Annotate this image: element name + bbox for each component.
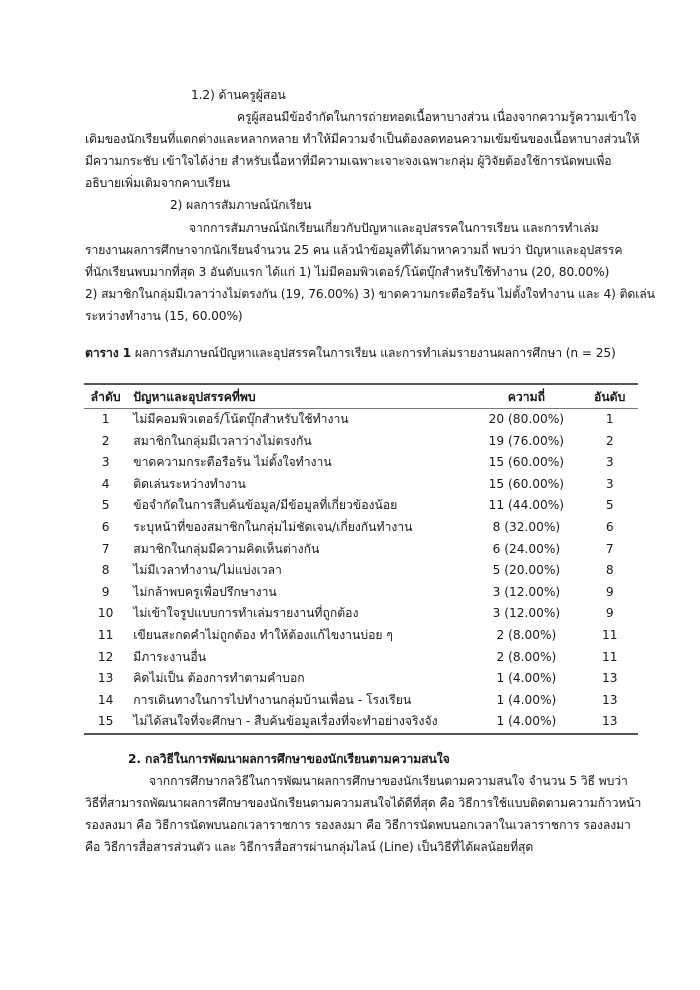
- row-issue: ไม่มีคอมพิวเตอร์/โน้ตบุ๊กสำหรับใช้ทำงาน: [133, 412, 349, 426]
- row-issue: การเดินทางในการไปทำงานกลุ่มบ้านเพื่อน - โรงเรียน: [133, 692, 412, 707]
- row-frequency: 11 (44.00%): [488, 498, 565, 513]
- table-row: [84, 517, 638, 539]
- row-frequency: 2 (8.00%): [496, 627, 557, 642]
- row-rank: 1: [605, 412, 614, 426]
- section-1-2-paragraph-line: อธิบายเพิ่มเติมจากคาบเรียน: [85, 176, 231, 190]
- row-rank: 11: [601, 649, 618, 664]
- row-frequency: 1 (4.00%): [471, 711, 581, 734]
- table-row: [84, 452, 638, 474]
- row-rank: 3: [605, 476, 614, 491]
- interview-heading: 2) ผลการสัมภาษณ์นักเรียน: [170, 198, 312, 212]
- table-row: [84, 690, 638, 712]
- header-issue: ปัญหาและอุปสรรคที่พบ: [127, 384, 471, 409]
- row-rank: 7: [605, 541, 614, 556]
- row-order: 8: [101, 563, 110, 578]
- row-frequency: 3 (12.00%): [492, 584, 561, 599]
- interview-paragraph-line: จากการสัมภาษณ์นักเรียนเกี่ยวกับปัญหาและอุปสรรคในการเรียน และการทำเล่ม: [189, 221, 599, 235]
- row-issue: คิดไม่เป็น ต้องการทำตามคำบอก: [133, 671, 305, 686]
- row-order: 14: [97, 692, 114, 707]
- row-order: 12: [97, 649, 114, 664]
- row-issue: สมาชิกในกลุ่มมีความคิดเห็นต่างกัน: [133, 541, 320, 556]
- row-rank: 8: [605, 563, 614, 578]
- row-issue: ระบุหน้าที่ของสมาชิกในกลุ่มไม่ชัดเจน/เกี่ยงกันทำงาน: [133, 519, 413, 534]
- row-rank: 2: [605, 433, 614, 448]
- row-order: 11: [97, 627, 114, 642]
- row-rank: 9: [605, 584, 614, 599]
- row-order: 3: [101, 455, 110, 470]
- strategies-paragraph-line: รองลงมา คือ วิธีการนัดพบนอกเวลาราชการ รองลงมา คือ วิธีการนัดพบนอกเวลาในเวลาราชการ รองลงมา: [85, 818, 631, 832]
- row-rank: 5: [605, 498, 614, 513]
- row-issue: ไม่ได้สนใจที่จะศึกษา - สืบค้นข้อมูลเรื่องที่จะทำอย่างจริงจัง: [127, 711, 471, 734]
- row-issue: ไม่กล้าพบครูเพื่อปรึกษางาน: [133, 584, 277, 599]
- interview-paragraph-line: ระหว่างทำงาน (15, 60.00%): [85, 309, 243, 323]
- row-order: 15: [84, 711, 127, 734]
- table-row: [84, 603, 638, 625]
- row-frequency: 2 (8.00%): [496, 649, 557, 664]
- strategies-paragraph-line: คือ วิธีการสื่อสารส่วนตัว และ วิธีการสื่อสารผ่านกลุ่มไลน์ (Line) เป็นวิธีที่ได้ผลน้อยที่สุด: [85, 840, 534, 854]
- header-rank: อันดับ: [581, 384, 638, 409]
- interview-paragraph-line: รายงานผลการศึกษาจากนักเรียนจำนวน 25 คน แล้วนำข้อมูลที่ได้มาหาความถี่ พบว่า ปัญหาและอุปสรรค: [85, 243, 623, 257]
- strategies-heading: 2. กลวิธีในการพัฒนาผลการศึกษาของนักเรียนตามความสนใจ: [128, 752, 450, 766]
- table-row: [84, 647, 638, 669]
- section-1-2-paragraph-line: มีความกระชับ เข้าใจได้ง่าย สำหรับเนื้อหาที่มีความเฉพาะเจาะจงเฉพาะกลุ่ม ผู้วิจัยต้องใช้การนัดพบเพื่อ: [85, 154, 612, 168]
- row-order: 2: [101, 433, 110, 448]
- section-1-2-paragraph-line: เดิมของนักเรียนที่แตกต่างและหลากหลาย ทำให้มีความจำเป็นต้องลดทอนความเข้มข้นของเนื้อหาบางส่วนให้: [85, 132, 640, 146]
- row-rank: 9: [605, 606, 614, 621]
- row-issue: ขาดความกระตือรือร้น ไม่ตั้งใจทำงาน: [133, 455, 332, 470]
- row-frequency: 6 (24.00%): [492, 541, 561, 556]
- row-frequency: 15 (60.00%): [488, 476, 565, 491]
- row-issue: เขียนสะกดคำไม่ถูกต้อง ทำให้ต้องแก้ไขงานบ่อย ๆ: [133, 627, 393, 642]
- table-caption-text: ผลการสัมภาษณ์ปัญหาและอุปสรรคในการเรียน และการทำเล่มรายงานผลการศึกษา (n = 25): [131, 346, 616, 360]
- table-header-row: [84, 384, 638, 409]
- row-issue: สมาชิกในกลุ่มมีเวลาว่างไม่ตรงกัน: [133, 433, 312, 448]
- strategies-paragraph-line: จากการศึกษากลวิธีในการพัฒนาผลการศึกษาของนักเรียนตามความสนใจ จำนวน 5 วิธี พบว่า: [149, 774, 628, 788]
- row-frequency: 19 (76.00%): [488, 433, 565, 448]
- row-rank: 13: [601, 692, 618, 707]
- row-issue: มีภาระงานอื่น: [133, 649, 207, 664]
- section-1-2-heading: 1.2) ด้านครูผู้สอน: [191, 88, 286, 102]
- row-frequency: 3 (12.00%): [492, 606, 561, 621]
- row-order: 9: [101, 584, 110, 599]
- strategies-paragraph-line: วิธีที่สามารถพัฒนาผลการศึกษาของนักเรียนตามความสนใจได้ดีที่สุด คือ วิธีการใช้แบบติดตามความก้าวหน้า: [85, 796, 642, 810]
- row-rank: 11: [601, 627, 618, 642]
- row-frequency: 15 (60.00%): [488, 455, 565, 470]
- row-rank: 3: [605, 455, 614, 470]
- row-frequency: 8 (32.00%): [492, 519, 561, 534]
- row-issue: ไม่เข้าใจรูปแบบการทำเล่มรายงานที่ถูกต้อง: [133, 606, 359, 621]
- row-order: 4: [101, 476, 110, 491]
- table-row: [84, 711, 638, 734]
- table-row: [84, 582, 638, 604]
- header-order: ลำดับ: [84, 384, 127, 409]
- table-row: [84, 539, 638, 561]
- row-rank: 13: [581, 711, 638, 734]
- table-row: [84, 625, 638, 647]
- row-order: 13: [97, 671, 114, 686]
- row-order: 1: [101, 412, 110, 426]
- interview-paragraph-line: 2) สมาชิกในกลุ่มมีเวลาว่างไม่ตรงกัน (19, 76.00%) 3) ขาดความกระตือรือร้น ไม่ตั้งใจทำงาน และ 4) ติดเล่น: [85, 287, 655, 301]
- table-row: [84, 668, 638, 690]
- problems-table: [84, 383, 638, 735]
- row-order: 5: [101, 498, 110, 513]
- header-frequency: ความถี่: [471, 384, 581, 409]
- row-issue: ไม่มีเวลาทำงาน/ไม่แบ่งเวลา: [133, 563, 282, 578]
- section-1-2-paragraph-line: ครูผู้สอนมีข้อจำกัดในการถ่ายทอดเนื้อหาบางส่วน เนื่องจากความรู้ความเข้าใจ: [237, 110, 637, 124]
- table-row: [84, 495, 638, 517]
- table-row: [84, 560, 638, 582]
- row-order: 7: [101, 541, 110, 556]
- table-caption: [85, 342, 616, 364]
- row-frequency: 5 (20.00%): [492, 563, 561, 578]
- interview-paragraph-line: ที่นักเรียนพบมากที่สุด 3 อันดับแรก ได้แก่ 1) ไม่มีคอมพิวเตอร์/โน้ตบุ๊กสำหรับใช้ทำงาน (20, 80.00%): [85, 265, 610, 279]
- table-row: [84, 431, 638, 453]
- row-issue: ข้อจำกัดในการสืบค้นข้อมูล/มีข้อมูลที่เกี่ยวข้องน้อย: [133, 498, 398, 513]
- row-rank: 6: [605, 519, 614, 534]
- row-rank: 13: [601, 671, 618, 686]
- row-order: 6: [101, 519, 110, 534]
- table-row: [84, 474, 638, 496]
- row-frequency: 20 (80.00%): [488, 412, 565, 426]
- table-caption-label: ตาราง 1: [85, 346, 132, 360]
- row-issue: ติดเล่นระหว่างทำงาน: [133, 476, 246, 491]
- table-row: [84, 409, 638, 431]
- row-frequency: 1 (4.00%): [496, 692, 557, 707]
- row-order: 10: [97, 606, 114, 621]
- row-frequency: 1 (4.00%): [496, 671, 557, 686]
